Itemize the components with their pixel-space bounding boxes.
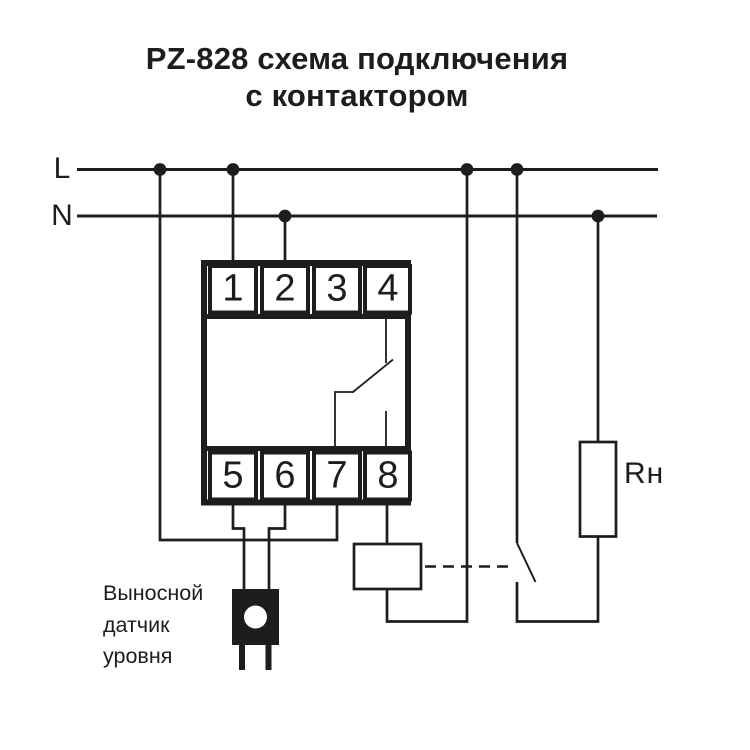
- terminal-label-2: 2: [274, 267, 296, 310]
- load-resistor: [580, 442, 616, 537]
- terminal-label-6: 6: [274, 454, 296, 497]
- contactor-coil: [354, 544, 421, 589]
- sensor-caption-line2: датчик: [103, 612, 170, 637]
- phase-label: L: [53, 152, 71, 185]
- sensor-leg: [239, 645, 245, 670]
- sensor-caption-line3: уровня: [103, 644, 173, 668]
- terminal-label-4: 4: [377, 267, 399, 310]
- wire-terminal5-to-sensor: [233, 503, 244, 589]
- terminal-label-3: 3: [326, 267, 348, 310]
- sensor-leg: [266, 645, 272, 670]
- load-resistor-label: Rн: [624, 457, 665, 490]
- diagram-title-line2: с контактором: [245, 78, 469, 113]
- terminal-label-7: 7: [326, 454, 348, 497]
- terminal-label-5: 5: [222, 454, 244, 497]
- contact-common-terminal7: [335, 392, 354, 447]
- sensor-caption: [103, 578, 203, 673]
- contactor-switch-blade: [517, 543, 536, 582]
- contact-blade: [353, 360, 393, 393]
- wire-terminal6-to-sensor: [269, 503, 285, 589]
- relay-contact: [335, 319, 393, 447]
- wire-switch-to-resistor: [517, 536, 598, 622]
- neutral-label: N: [51, 198, 73, 232]
- sensor-caption-line1: Выносной: [103, 581, 204, 605]
- diagram-title-line1: PZ-828 схема подключения: [145, 41, 569, 76]
- junction-dots: [154, 163, 605, 222]
- level-sensor: [232, 589, 279, 670]
- diagram-title: [0, 40, 714, 114]
- sensor-eye: [244, 606, 267, 629]
- terminal-label-1: 1: [222, 267, 244, 310]
- power-bus-lines: [77, 170, 658, 217]
- terminal-label-8: 8: [377, 454, 399, 497]
